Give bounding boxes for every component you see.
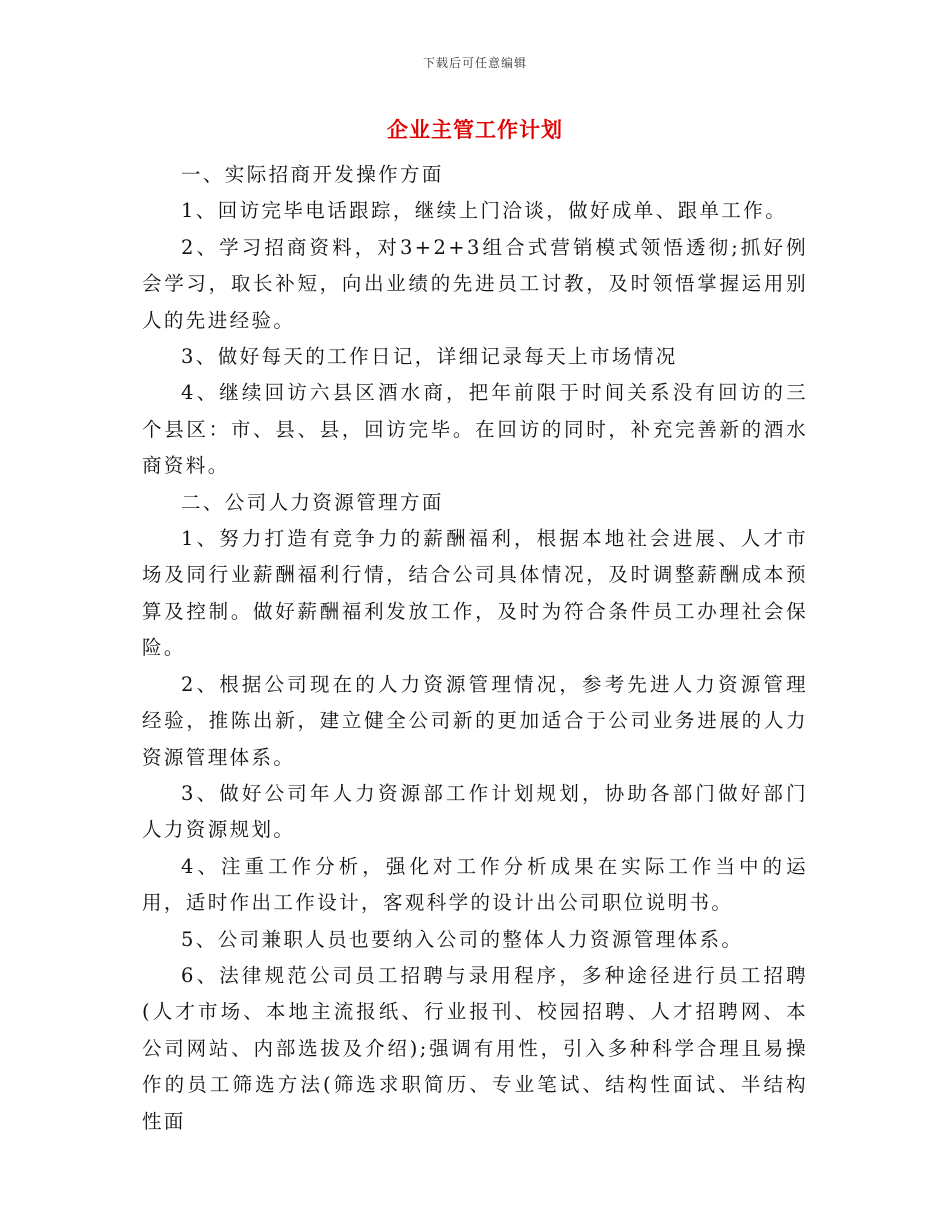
paragraph: 6、法律规范公司员工招聘与录用程序，多种途径进行员工招聘(人才市场、本地主流报纸、行业报刊、校园招聘、人才招聘网、本公司网站、内部选拔及介绍);强调有用性，引入多种科学合理且易操作的员工筛选方法(筛选求职简历、专业笔试、结构性面试、半结构性面 <box>142 963 808 1133</box>
document-body <box>142 157 808 1140</box>
section-heading: 二、公司人力资源管理方面 <box>181 490 444 514</box>
paragraph: 2、根据公司现在的人力资源管理情况，参考先进人力资源管理经验，推陈出新，建立健全公司新的更加适合于公司业务进展的人力资源管理体系。 <box>142 672 808 769</box>
section-heading: 一、实际招商开发操作方面 <box>181 163 444 186</box>
paragraph: 2、学习招商资料，对3+2+3组合式营销模式领悟透彻;抓好例会学习，取长补短，向出业绩的先进员工讨教，及时领悟掌握运用别人的先进经验。 <box>142 235 808 332</box>
paragraph: 1、回访完毕电话跟踪，继续上门洽谈，做好成单、跟单工作。 <box>181 199 788 223</box>
paragraph: 1、努力打造有竞争力的薪酬福利，根据本地社会进展、人才市场及同行业薪酬福利行情，结合公司具体情况，及时调整薪酬成本预算及控制。做好薪酬福利发放工作，及时为符合条件员工办理社会保险。 <box>142 527 808 660</box>
paragraph: 5、公司兼职人员也要纳入公司的整体人力资源管理体系。 <box>181 927 744 951</box>
paragraph: 3、做好公司年人力资源部工作计划规划，协助各部门做好部门人力资源规划。 <box>142 781 808 842</box>
document-title: 企业主管工作计划 <box>387 117 563 142</box>
page-header-note: 下载后可任意编辑 <box>422 56 527 70</box>
paragraph: 4、注重工作分析，强化对工作分析成果在实际工作当中的运用，适时作出工作设计，客观科学的设计出公司职位说明书。 <box>142 854 808 915</box>
paragraph: 4、继续回访六县区酒水商，把年前限于时间关系没有回访的三个县区：市、县、县，回访完毕。在回访的同时，补充完善新的酒水商资料。 <box>142 381 808 478</box>
paragraph: 3、做好每天的工作日记，详细记录每天上市场情况 <box>181 345 678 369</box>
